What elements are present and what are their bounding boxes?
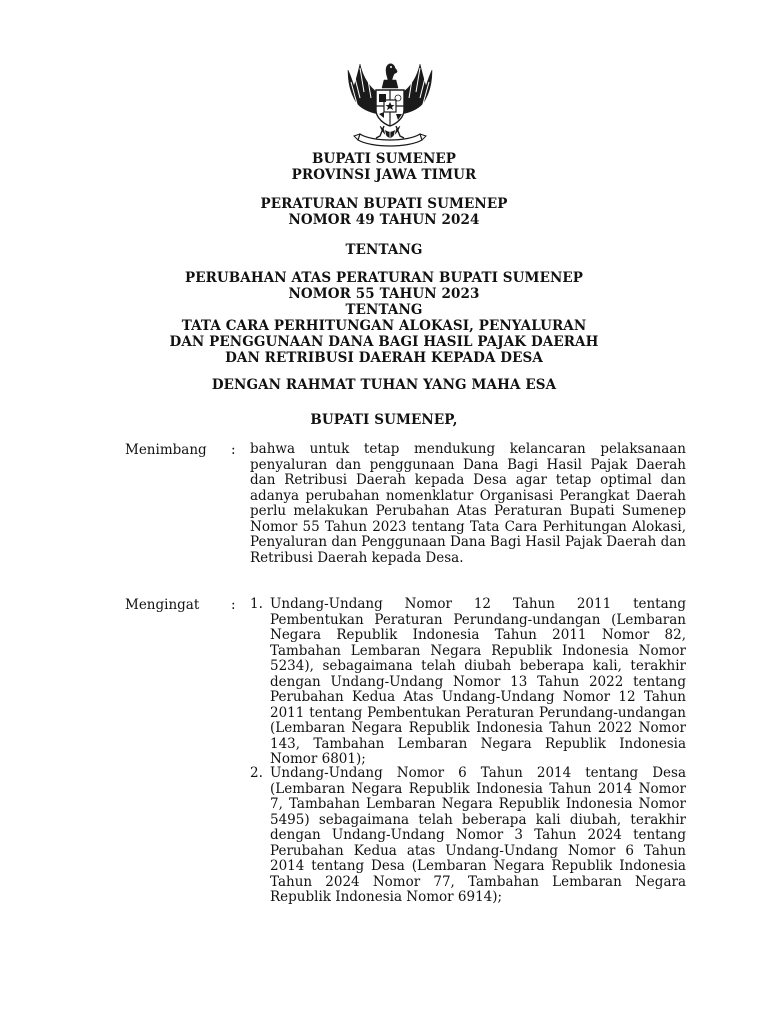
subject-heading [0, 270, 768, 366]
subject-line-1: PERUBAHAN ATAS PERATURAN BUPATI SUMENEP [184, 270, 584, 286]
blessing-text: DENGAN RAHMAT TUHAN YANG MAHA ESA [211, 377, 557, 393]
subject-line-5: DAN PENGGUNAAN DANA BAGI HASIL PAJAK DAERAH [169, 334, 599, 350]
regulation-title: PERATURAN BUPATI SUMENEP [260, 196, 508, 212]
mengingat-label: Mengingat [125, 597, 200, 613]
mengingat-item-text: Undang-Undang Nomor 6 Tahun 2014 tentang Desa (Lembaran Negara Republik Indonesia Tahun 2014 Nomor 7, Tambahan Lembaran Negara Republik Indonesia Nomor 5495) sebagaimana telah beberapa kali diubah, terakhir dengan Undang-Undang Nomor 3 Tahun 2024 tentang Perubahan Kedua atas Undang-Undang Nomor 6 Tahun 2014 tentang Desa (Lembaran Negara Republik Indonesia Tahun 2024 Nomor 77, Tambahan Lembaran Negara Republik Indonesia Nomor 6914); [270, 765, 686, 905]
regulation-heading [0, 196, 768, 228]
about-heading [0, 242, 768, 258]
mengingat-item-number: 1. [250, 596, 263, 612]
garuda-emblem-icon [338, 52, 442, 148]
regent-title: BUPATI SUMENEP, [310, 412, 458, 428]
mengingat-item-number: 2. [250, 765, 263, 781]
issuer-province: PROVINSI JAWA TIMUR [291, 167, 477, 183]
regent-heading [0, 412, 768, 428]
subject-line-2: NOMOR 55 TAHUN 2023 [288, 286, 480, 302]
mengingat-item-text: Undang-Undang Nomor 12 Tahun 2011 tentang Pembentukan Peraturan Perundang-undangan (Lembaran Negara Republik Indonesia Tahun 2011 Nomor 82, Tambahan Lembaran Negara Republik Indonesia Nomor 5234), sebagaimana telah diubah beberapa kali, terakhir dengan Undang-Undang Nomor 13 Tahun 2022 tentang Perubahan Kedua Atas Undang-Undang Nomor 12 Tahun 2011 tentang Pembentukan Peraturan Perundang-undangan (Lembaran Negara Republik Indonesia Tahun 2022 Nomor 143, Tambahan Lembaran Negara Republik Indonesia Nomor 6801); [270, 596, 686, 767]
subject-line-6: DAN RETRIBUSI DAERAH KEPADA DESA [225, 350, 543, 366]
subject-line-4: TATA CARA PERHITUNGAN ALOKASI, PENYALURAN [181, 318, 587, 334]
menimbang-label: Menimbang [125, 442, 207, 458]
menimbang-colon: : [231, 442, 236, 458]
issuer-heading [0, 151, 768, 183]
issuer-title: BUPATI SUMENEP [311, 151, 457, 167]
regulation-number: NOMOR 49 TAHUN 2024 [288, 212, 480, 228]
about-label: TENTANG [345, 242, 423, 258]
subject-line-3: TENTANG [345, 302, 423, 318]
menimbang-text: bahwa untuk tetap mendukung kelancaran pelaksanaan penyaluran dan penggunaan Dana Bagi Hasil Pajak Daerah dan Retribusi Daerah kepada Desa agar tetap optimal dan adanya perubahan nomenklatur Organisasi Perangkat Daerah perlu melakukan Perubahan Atas Peraturan Bupati Sumenep Nomor 55 Tahun 2023 tentang Tata Cara Perhitungan Alokasi, Penyaluran dan Penggunaan Dana Bagi Hasil Pajak Daerah dan Retribusi Daerah kepada Desa. [250, 441, 686, 566]
mengingat-colon: : [231, 597, 236, 613]
blessing-heading [0, 377, 768, 393]
